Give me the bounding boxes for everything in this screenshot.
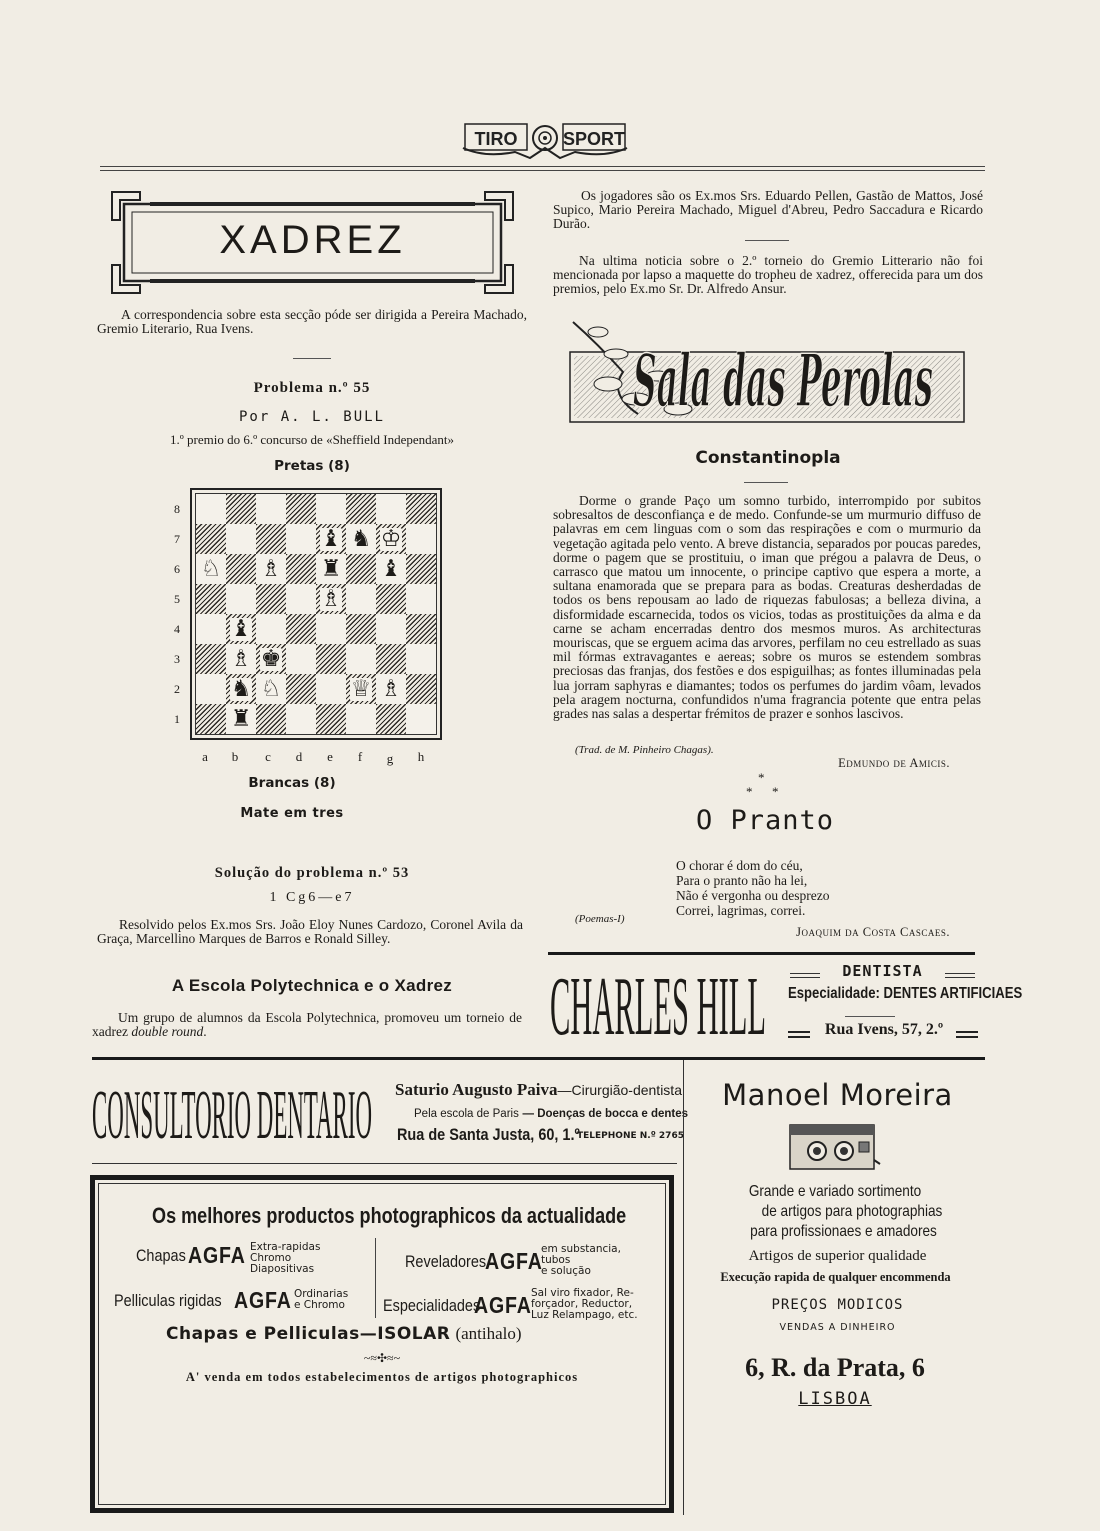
white-label: Brancas (8) [248,775,336,791]
board-square [286,644,316,674]
board-square [226,614,256,644]
moreira-line: de artigos para photographias [761,1203,943,1220]
consultorio-rule [92,1163,677,1164]
chess-piece-icon: ♞ [230,675,252,702]
board-square [256,494,286,524]
board-square [406,614,436,644]
file-label: f [357,749,363,764]
translation-credit: (Trad. de M. Pinheiro Chagas). [575,744,714,756]
consultorio-address-line [397,1125,687,1145]
board-square [286,584,316,614]
board-square [376,554,406,584]
board-square [256,614,286,644]
detail-line: Sal viro fixador, Re- [531,1287,634,1299]
detail-line: Luz Relampago, etc. [531,1309,638,1321]
chess-piece-icon: ♝ [320,525,342,552]
agfa-ornament: ~≈✣≈~ [363,1351,401,1365]
board-square [406,584,436,614]
board-square [316,644,346,674]
board-square [346,674,376,704]
board-square [316,704,346,734]
section-rule [548,952,975,955]
consultorio-doctor: Saturio Augusto Paiva [395,1080,558,1099]
pranto-source: (Poemas-I) [575,913,625,925]
moreira-city: LISBOA [798,1389,872,1409]
consultorio-specialty: — Doenças de bocca e dentes [522,1108,689,1120]
rank-label: 7 [174,532,180,546]
svg-text:SPORT: SPORT [562,129,626,149]
board-square [376,674,406,704]
charles-hill-specialty: Especialidade: DENTES ARTIFICIAES [788,985,1023,1002]
rank-label: 8 [174,502,180,516]
board-square [256,554,286,584]
board-square [226,524,256,554]
poem-line: Para o pranto não ha lei, [676,873,808,888]
chess-piece-icon: ♘ [200,555,222,582]
svg-text:TIRO: TIRO [474,129,518,149]
escola-text-end: . [203,1024,207,1039]
agfa-especialidades-label: Especialidades [383,1296,481,1315]
board-square [376,704,406,734]
board-square [226,554,256,584]
black-label: Pretas (8) [274,458,350,474]
chess-piece-icon: ♔ [380,525,402,552]
agfa-chapas-label: Chapas [136,1246,186,1265]
board-square [196,614,226,644]
poem-line: Não é vergonha ou desprezo [676,888,830,903]
problem-prize: 1.º premio do 6.º concurso de «Sheffield Independant» [169,432,454,447]
problem-heading: Problema n.º 55 [253,380,371,396]
board-square [346,644,376,674]
moreira-line: Grande e variado sortimento [748,1183,922,1200]
agfa-brand: AGFA [188,1242,246,1268]
moreira-cash: VENDAS A DINHEIRO [779,1322,896,1333]
problem-author: Por A. L. BULL [238,409,385,425]
solved-by: Resolvido pelos Ex.mos Srs. João Eloy Nunes Cardozo, Coronel Avila da Graça, Marcellino Marques de Barros e Ronald Silley. [97,917,523,946]
board-square [346,614,376,644]
board-square [316,614,346,644]
board-square [346,584,376,614]
dentista-title: DENTISTA [842,962,923,980]
agfa-isolar-line [166,1324,646,1344]
agfa-reveladores-label: Reveladores [405,1252,487,1271]
board-square [226,494,256,524]
board-square [226,584,256,614]
board-square [376,584,406,614]
chess-piece-icon: ♝ [380,555,402,582]
rank-label: 6 [174,562,180,576]
board-square [316,554,346,584]
agfa-especialidades-detail [531,1288,638,1321]
consultorio-school: Pela escola de Paris [414,1108,519,1120]
agfa-reveladores-detail [541,1244,621,1277]
charles-hill-name: CHARLES HILL [550,962,766,1040]
chess-piece-icon: ♗ [260,555,282,582]
board-square [406,494,436,524]
detail-line: tubos [541,1254,571,1266]
agfa-brand: AGFA [474,1292,532,1318]
masthead-logo [455,118,635,162]
moreira-description [690,1182,980,1242]
consultorio-school-line [414,1106,689,1120]
agfa-brand: AGFA [485,1248,543,1274]
rank-label: 2 [174,682,180,696]
board-square [406,644,436,674]
board-square [286,554,316,584]
agfa-isolar: Chapas e Pelliculas—ISOLAR [166,1324,451,1344]
chess-piece-icon: ♗ [230,645,252,672]
sala-banner-text: Sala das Perolas [633,338,933,423]
board-square [226,644,256,674]
moreira-name: Manoel Moreira [722,1078,953,1112]
escola-text-italic: double round [131,1024,204,1039]
chess-piece-icon: ♞ [350,525,372,552]
divider [745,240,789,241]
chess-board [190,488,442,740]
ads-rule [92,1057,985,1060]
agfa-pelliculas-detail [294,1289,348,1311]
chess-piece-icon: ♘ [260,675,282,702]
board-square [316,674,346,704]
agfa-footer: A' venda em todos estabelecimentos de artigos photographicos [185,1370,579,1384]
consultorio-role: —Cirurgião-dentista [557,1082,682,1098]
correspondence-note: A correspondencia sobre esta secção póde ser dirigida a Pereira Machado, Gremio Literario, Rua Ivens. [97,307,527,336]
board-square [346,554,376,584]
xadrez-title: XADREZ [219,218,406,262]
chess-piece-icon: ♚ [260,645,282,672]
pranto-author: Joaquim da Costa Cascaes. [796,925,950,939]
column-divider [683,1060,684,1515]
chess-piece-icon: ♗ [380,675,402,702]
escola-heading: A Escola Polytechnica e o Xadrez [171,976,453,995]
file-label: a [202,749,208,764]
agfa-chapas-detail [250,1242,320,1275]
moreira-line: para profissionaes e amadores [750,1223,937,1240]
detail-line: Diapositivas [250,1263,315,1275]
escola-text [92,1011,522,1039]
solution-heading: Solução do problema n.º 53 [214,865,410,881]
divider [744,482,788,483]
agfa-brand: AGFA [234,1287,292,1313]
detail-line: e solução [541,1265,591,1277]
asterisk: * [758,770,765,785]
detail-line: em substancia, [541,1243,621,1255]
board-square [406,554,436,584]
agfa-divider [375,1238,376,1318]
masthead-rule [100,166,985,171]
consultorio-doctor-line [395,1080,680,1100]
chess-piece-icon: ♜ [320,555,342,582]
board-square [226,674,256,704]
mate-label: Mate em tres [240,806,344,821]
board-square [346,704,376,734]
board-square [376,614,406,644]
board-square [286,524,316,554]
constantinopla-heading: Constantinopla [695,448,841,468]
detail-line: Chromo [250,1252,292,1264]
consultorio-phone: TELEPHONE N.º 2765 [577,1131,684,1141]
board-square [196,554,226,584]
board-square [196,704,226,734]
board-square [316,584,346,614]
constantinopla-body: Dorme o grande Paço um somno turbido, interrompido por subitos sobresaltos de desconfiança e de medo. Confunde-se um murmurio diffuso de palavras em cem linguas com o som das respirações e com o murmurio da vegetação agitada pelo vento. A breve distancia, separados por poucas paredes, dorme o pagem que se prostituiu, o iman que prégou a palavra de Deus, o carrasco que matou um innocente, o principe captivo que espera a morte, a sultana enamorada que se prepara para as bodas. Creaturas desherdadas de todos os bens repousam ao lado de riquezas fabulosas; a belleza divina, a disformidade escarnecida, todos os vicios, todas as prostituições da alma e da carne se acham encerradas dentro dos mesmos muros. As architecturas mouriscas, que se erguem acima das arvores, perfilam no ceu estrellado as suas mil fórmas extravagantes e aereas; sobre os muros se estendem sombras preciosas das franjas, dos festões e dos espiguilhas; as fontes illuminadas pela lua jorram saphyras e diamantes; todos os perfumes do jardim vôam, levados pela aragem nocturna, confundidos n'uma fragrancia potente que entra pelas grades nas salas a despertar frémitos de prazer e sonhos lascivos. [553,493,981,722]
chess-piece-icon: ♕ [350,675,372,702]
camera-icon [787,1122,882,1174]
moreira-fast: Execução rapida de qualquer encommenda [720,1270,951,1284]
board-square [256,524,286,554]
board-square [346,524,376,554]
file-label: e [327,749,333,764]
sala-das-perolas-banner [568,314,966,432]
solution-move: 1 Cg6—e7 [269,890,355,905]
board-square [406,674,436,704]
chess-piece-icon: ♗ [320,585,342,612]
board-square [316,494,346,524]
consultorio-ad [90,1074,375,1144]
consultorio-address: Rua de Santa Justa, 60, 1.º [397,1125,580,1144]
moreira-address: 6, R. da Prata, 6 [745,1353,925,1382]
escola-text-a: Um grupo de alumnos da Escola Polytechnica, promoveu um torneio de xadrez [92,1010,522,1039]
board-square [316,524,346,554]
board-square [256,674,286,704]
chess-piece-icon: ♝ [230,615,252,642]
chess-piece-icon: ♜ [230,705,252,732]
board-square [376,524,406,554]
moreira-prices: PREÇOS MODICOS [771,1297,904,1313]
last-note: Na ultima noticia sobre o 2.º torneio do Gremio Litterario não foi mencionada por lapso a maquette do tropheu de xadrez, offerecida para um dos premios, pelo Ex.mo Sr. Dr. Alfredo Ansur. [553,253,983,296]
consultorio-name: CONSULTORIO DENTARIO [92,1077,372,1144]
pranto-poem [676,858,829,918]
file-label: h [417,749,425,764]
board-square [286,494,316,524]
detail-line: Ordinarias [294,1288,349,1300]
file-label: d [295,749,303,764]
moreira-quality: Artigos de superior qualidade [748,1248,927,1264]
board-square [196,524,226,554]
detail-line: Extra-rapidas [250,1241,321,1253]
divider [293,358,331,359]
board-square [376,494,406,524]
rank-label: 1 [174,712,180,726]
file-label: c [265,749,271,764]
board-square [286,674,316,704]
board-square [346,494,376,524]
board-square [256,644,286,674]
board-square [196,584,226,614]
charles-hill-ad [548,962,770,1040]
board-square [286,704,316,734]
board-square [286,614,316,644]
asterisk: * [772,784,779,799]
board-square [256,704,286,734]
rank-label: 5 [174,592,180,606]
board-square [196,674,226,704]
board-square [376,644,406,674]
file-label: b [231,749,239,764]
rank-label: 3 [174,652,180,666]
charles-hill-address: Rua Ivens, 57, 2.º [824,1021,944,1038]
agfa-antihalo: (antihalo) [455,1324,522,1343]
board-square [196,644,226,674]
pranto-title: O Pranto [695,805,835,836]
detail-line: e Chromo [294,1299,345,1311]
rank-label: 4 [174,622,180,636]
constantinopla-author: Edmundo de Amicis. [838,756,950,770]
divider [845,1016,895,1017]
agfa-pelliculas-label: Pelliculas rigidas [114,1291,222,1310]
board-square [406,704,436,734]
detail-line: forçador, Reductor, [531,1298,633,1310]
agfa-heading-wrap [100,1203,664,1229]
poem-line: O chorar é dom do céu, [676,858,803,873]
board-square [256,584,286,614]
board-square [226,704,256,734]
players-text: Os jogadores são os Ex.mos Srs. Eduardo Pellen, Gastão de Mattos, José Supico, Mario Pereira Machado, Miguel d'Abreu, Pedro Saccadura e Ricardo Durão. [553,188,983,231]
board-square [196,494,226,524]
asterisk: * [746,784,753,799]
file-label: g [386,751,394,766]
board-square [406,524,436,554]
poem-line: Correi, lagrimas, correi. [676,903,806,918]
agfa-heading: Os melhores productos photographicos da actualidade [152,1203,627,1228]
